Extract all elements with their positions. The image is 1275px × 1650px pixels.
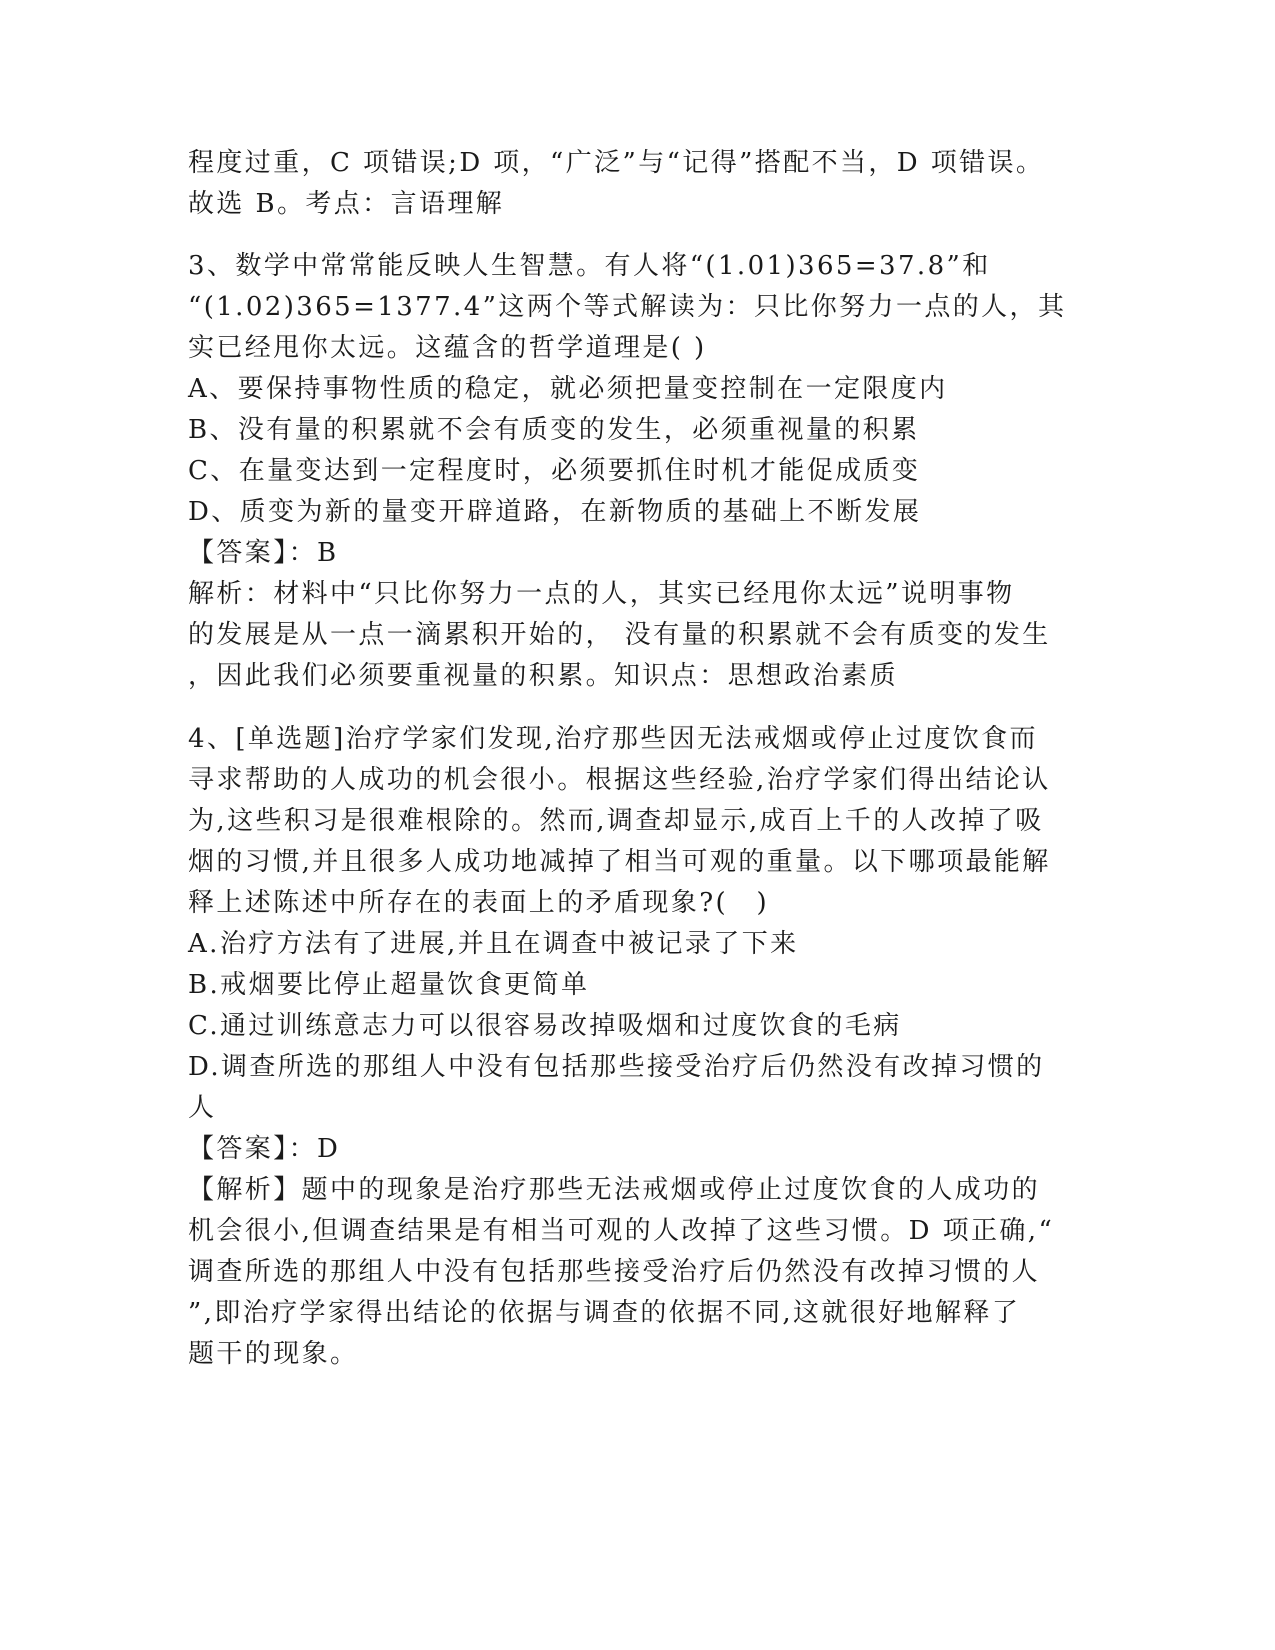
- question-3-option-d: D、质变为新的量变开辟道路，在新物质的基础上不断发展: [188, 497, 922, 527]
- question-3-analysis-line: 的发展是从一点一滴累积开始的， 没有量的积累就不会有质变的发生: [188, 620, 1051, 650]
- question-3-option-c: C、在量变达到一定程度时，必须要抓住时机才能促成质变: [188, 456, 921, 486]
- question-4-analysis-line: 【解析】题中的现象是治疗那些无法戒烟或停止过度饮食的人成功的: [188, 1175, 1041, 1205]
- question-4-analysis-line: 调查所选的那组人中没有包括那些接受治疗后仍然没有改掉习惯的人: [188, 1257, 1041, 1287]
- question-3-option-a: A、要保持事物性质的稳定，就必须把量变控制在一定限度内: [188, 374, 948, 404]
- text-line: 程度过重，C 项错误;D 项，“广泛”与“记得”搭配不当，D 项错误。: [188, 148, 1045, 178]
- question-4-stem-line: 4、[单选题]治疗学家们发现,治疗那些因无法戒烟或停止过度饮食而: [188, 724, 1038, 754]
- question-3-option-b: B、没有量的积累就不会有质变的发生，必须重视量的积累: [188, 415, 920, 445]
- question-4-stem-line: 为,这些积习是很难根除的。然而,调查却显示,成百上千的人改掉了吸: [188, 806, 1044, 836]
- question-3-stem-line: 实已经甩你太远。这蕴含的哲学道理是( ): [188, 333, 707, 363]
- question-4-stem-line: 烟的习惯,并且很多人成功地减掉了相当可观的重量。以下哪项最能解: [188, 847, 1051, 877]
- question-4-option-b: B.戒烟要比停止超量饮食更简单: [188, 970, 590, 1000]
- question-4-option-d-continued: 人: [188, 1093, 217, 1123]
- question-3-stem-line: 3、数学中常常能反映人生智慧。有人将“(1.01)365=37.8”和: [188, 251, 991, 281]
- text-line: 故选 B。考点：言语理解: [188, 189, 505, 219]
- question-3-analysis-line: 解析：材料中“只比你努力一点的人，其实已经甩你太远”说明事物: [188, 579, 1015, 609]
- question-4-analysis-line: ”,即治疗学家得出结论的依据与调查的依据不同,这就很好地解释了: [188, 1298, 1021, 1328]
- question-3-analysis-line: ，因此我们必须要重视量的积累。知识点：思想政治素质: [188, 661, 899, 691]
- question-4-answer: 【答案】：D: [188, 1134, 341, 1164]
- question-4-option-c: C.通过训练意志力可以很容易改掉吸烟和过度饮食的毛病: [188, 1011, 902, 1041]
- question-3-answer: 【答案】：B: [188, 538, 339, 568]
- question-4-stem-line: 释上述陈述中所存在的表面上的矛盾现象?( ): [188, 888, 770, 918]
- question-4-option-d: D.调查所选的那组人中没有包括那些接受治疗后仍然没有改掉习惯的: [188, 1052, 1045, 1082]
- question-4-option-a: A.治疗方法有了进展,并且在调查中被记录了下来: [188, 929, 799, 959]
- question-4-analysis-line: 题干的现象。: [188, 1339, 359, 1369]
- question-4-analysis-line: 机会很小,但调查结果是有相当可观的人改掉了这些习惯。D 项正确,“: [188, 1216, 1055, 1246]
- question-4-stem-line: 寻求帮助的人成功的机会很小。根据这些经验,治疗学家们得出结论认: [188, 765, 1051, 795]
- question-3-stem-line: “(1.02)365=1377.4”这两个等式解读为：只比你努力一点的人，其: [188, 292, 1067, 322]
